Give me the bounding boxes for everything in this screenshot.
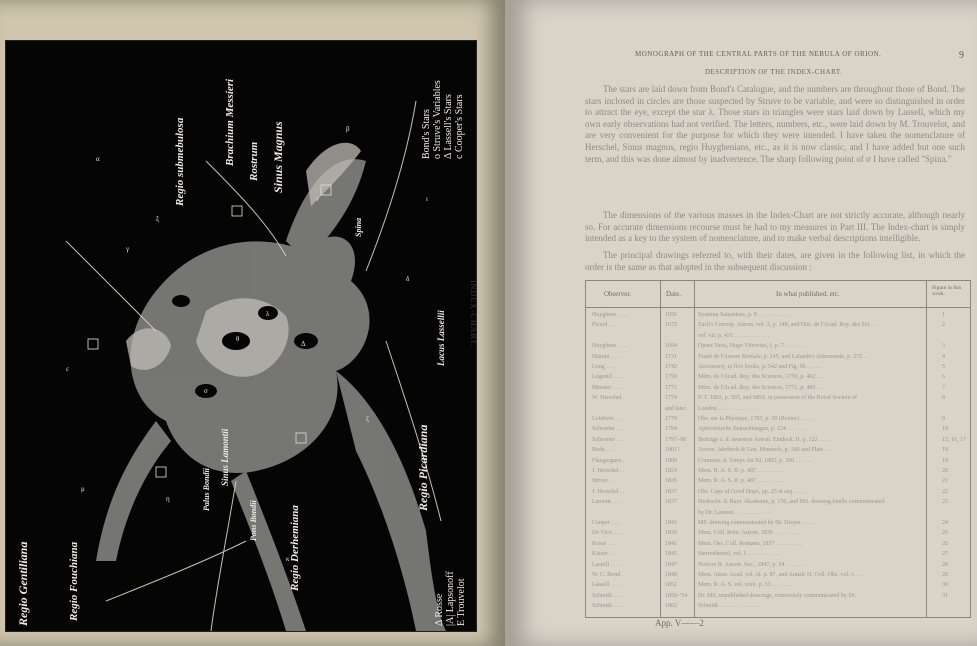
cell-published: London . . . . . . . . . . . . . . [698, 405, 759, 412]
region-label: Regio Gentiliana [16, 541, 30, 626]
cell-date: 1826 [665, 478, 677, 485]
cell-published: Aphoristische Betrachtungen, p. 124 . . . . . . . [698, 426, 807, 433]
cell-observer: Huyghens . . . . [592, 312, 629, 318]
svg-text:κ: κ [286, 555, 290, 563]
table-row [586, 332, 970, 342]
spine-caption: INDEX-CHART. [469, 280, 478, 348]
legend-line: c Cooper's Stars [454, 94, 465, 159]
table-row [586, 581, 970, 591]
cell-published: Mem. R. A. S. II. p. 487 . . . . . . . . . [698, 468, 784, 474]
table-row [586, 477, 970, 487]
cell-date: 1801? [665, 447, 680, 454]
legend-line: |A| Lapsonoff [445, 571, 456, 626]
cell-date: 1794 [665, 426, 677, 433]
cell-figure: 1 [942, 312, 945, 318]
cell-figure: 19 [942, 457, 948, 464]
cell-date: 1847 [665, 561, 677, 568]
region-label: Spina [354, 217, 363, 237]
table-row [586, 467, 970, 477]
cell-figure: 6 [942, 374, 945, 381]
cell-figure: 20 [942, 468, 948, 474]
table-row [586, 446, 970, 456]
cell-published: Dr. MS. unpublished drawings, courteously communicated by Dr. [698, 592, 856, 599]
table-row [586, 436, 970, 446]
table-row [586, 363, 970, 373]
region-label: Sinus Lamontii [220, 428, 230, 486]
cell-observer: Schroeter . . . [592, 426, 624, 433]
cell-figure: 27 [942, 551, 948, 558]
legend-line: E Trouvelot [456, 578, 467, 626]
cell-published: P. T. 1802, p. 503, and MSS. in possession of the Royal Society of [698, 395, 857, 402]
cell-figure: 29 [942, 572, 948, 578]
header-published: In what published, etc. [776, 290, 840, 298]
cell-date: 1837 [665, 488, 677, 495]
cell-published: Mém. de l'Acad. Roy. des Sciences, 1771, p. 460 . . . . [698, 384, 828, 391]
cell-figure: 7 [942, 384, 945, 391]
cell-figure: 3 [942, 343, 945, 350]
cell-published: Obs. sur la Physique, 1783, p. 30 (Rozier) . . . . . . [698, 416, 817, 422]
cell-figure: 28 [942, 561, 948, 568]
table-row [586, 509, 970, 519]
table-row [586, 457, 970, 467]
running-head: MONOGRAPH OF THE CENTRAL PARTS OF THE NEBULA OF ORION. [635, 50, 882, 58]
cell-published: Astronomy, in five books, p. 542 and Fig. 96 . . . . . [698, 364, 821, 370]
cell-date: 1824 [665, 468, 677, 474]
cell-published: Opera Varia, Hugo Vitruvius, I, p. 7 . . . . . . . [698, 343, 805, 350]
table-row [586, 571, 970, 581]
table-row [586, 540, 970, 550]
cell-date: 1694 [665, 343, 677, 350]
svg-text:μ: μ [81, 485, 85, 493]
region-label: Sinus Magnus [271, 121, 285, 193]
cell-figure: 26 [942, 540, 948, 547]
cell-figure: 9 [942, 416, 945, 422]
cell-observer: Legentil . . . . [592, 374, 624, 381]
cell-published: Systema Saturnium, p. 8 . . . . . . . . . . . . [698, 312, 793, 318]
cell-observer: De Vico . . . . [592, 530, 624, 537]
region-label: Palus Bondii [202, 468, 211, 511]
header-figure: Figure in this work. [932, 285, 962, 297]
cell-published: Notices R. Astron. Soc., 1847, p. 54 . . . . . . . [698, 561, 806, 568]
cell-date: 1771 [665, 384, 677, 391]
table-row [586, 394, 970, 404]
table-row [586, 311, 970, 321]
cell-figure: 30 [942, 582, 948, 589]
cell-observer: W. C. Bond . . [592, 572, 627, 578]
cell-figure: 18 [942, 447, 948, 454]
svg-text:η: η [166, 495, 170, 503]
cell-figure: 8 [942, 395, 945, 402]
svg-text:σ: σ [204, 387, 208, 395]
header-observer: Observer. [604, 290, 632, 298]
cell-figure: 24 [942, 520, 948, 526]
header-date: Date. [666, 290, 681, 298]
svg-text:ζ: ζ [366, 415, 369, 423]
cell-date: and later. [665, 405, 687, 412]
table-row [586, 321, 970, 331]
cell-published: Mém. de l'Acad. Roy. des Sciences, 1759, p. 462 . . . . [698, 374, 828, 381]
svg-text:β: β [346, 125, 350, 133]
cell-date: 1673 [665, 322, 677, 329]
svg-text:Δ: Δ [301, 340, 306, 348]
table-row [586, 342, 970, 352]
cell-published: Astron. Jahrbuch & Gen. Himmels, p. 186 and Plate . . . [698, 447, 833, 454]
cell-published: vol. vii. p. 431 . . . . . . . . . . . . [698, 332, 770, 339]
cell-observer: Flaugergues . . [592, 457, 628, 464]
cell-figure: 5 [942, 364, 945, 370]
cell-figure: 15, 16, 17 [942, 436, 966, 443]
table-row [586, 550, 970, 560]
table-row [586, 561, 970, 571]
svg-text:ξ: ξ [156, 215, 160, 223]
cell-observer: W. Herschel . . [592, 395, 628, 402]
cell-published: Mem. Amer. Acad. vol. iii. p. 87, and Annals H. Coll. Obs. vol. v. . . [698, 572, 862, 578]
svg-text:θ: θ [236, 335, 240, 343]
cell-date: 1797–98 [665, 436, 686, 443]
cell-published: Mem. Coll. Rom. Astron. 1839 . . . . . . . . . [698, 530, 800, 537]
cell-figure: 31 [942, 592, 948, 599]
signature-mark: App. V——2 [655, 618, 704, 628]
cell-date: 1742 [665, 364, 677, 370]
svg-text:α: α [96, 155, 100, 163]
region-label: Rostrum [248, 141, 260, 181]
cell-figure: 10 [942, 426, 948, 433]
cell-observer: Schmidt . . . . [592, 603, 625, 610]
cell-figure: 2 [942, 322, 945, 329]
cell-published: Beiträge z. d. neuesten Astron. Entdeck. II. p. 122 . . . . [698, 436, 830, 443]
cell-date: 1731 [665, 353, 677, 360]
cell-figure: 25 [942, 530, 948, 537]
cell-published: by Dr. Lamont . . . . . . . . . . . . . [698, 509, 773, 516]
index-chart-plate [5, 40, 477, 632]
region-label: Regio submebulosa [174, 117, 186, 206]
cell-published: Obs. Cape of Good Hope, pp. 25 et seq. . . . . . . [698, 488, 812, 495]
cell-observer: Lamont . . . . [592, 499, 623, 506]
page-number: 9 [959, 50, 964, 61]
cell-date: 1862 [665, 603, 677, 610]
table-row [586, 415, 970, 425]
paragraph: The principal drawings referred to, with their dates, are given in the following list, in which the order is the same as that adopted in the subsequent discussion : [585, 250, 965, 272]
legend-line: o Struve's Variables [432, 80, 443, 159]
svg-text:ι: ι [426, 195, 428, 203]
cell-observer: Lefebvre . . . . [592, 416, 626, 422]
drawings-table [585, 280, 971, 618]
table-row [586, 592, 970, 602]
region-label: Regio Fouchiana [68, 541, 80, 621]
table-row [586, 602, 970, 612]
cell-published: Connaiss. d. Temps An XI, 1802, p. 360 . . . . . . [698, 457, 813, 464]
svg-text:γ: γ [126, 245, 130, 253]
paragraph: The stars are laid down from Bond's Catalogue, and the numbers are throughout those of Bond. The stars inclosed in circles are those suspected by Struve to be variable, and were so distinguished in order to attract the eye, except the star λ. Those stars in triangles were stars laid down by Lassell, which my own early observations had not verified. The letters, numbers, etc., were laid down by M. Trouvelot, and are very convenient for the purpose for which they were intended. I have taken the nomenclature of Herschel, Sinus magnus, regio Huyghenians, etc., as it is now classic, and I have added but one such term, and this was done almost by inadvertence. The sharp following point of σ I have called "Spina." [585, 84, 965, 164]
cell-date: 1774 [665, 395, 677, 402]
cell-published: Mem. R. A. S. II. p. 487 . . . . . . . . . [698, 478, 784, 485]
table-header [586, 281, 970, 308]
cell-date: 1839 [665, 530, 677, 537]
cell-figure: 23 [942, 499, 948, 506]
cell-observer: Mairan . . . . [592, 353, 622, 360]
region-label: Brachium Messieri [224, 78, 236, 166]
region-label: Regio Picardiana [416, 424, 430, 511]
table-row [586, 488, 970, 498]
cell-observer: Rosse . . . . [592, 540, 619, 547]
cell-date: 1837 [665, 499, 677, 506]
cell-observer: J. Herschel . . [592, 488, 625, 495]
table-row [586, 384, 970, 394]
cell-observer: Struve . . . . [592, 478, 620, 485]
cell-date: 1841 [665, 520, 677, 526]
cell-figure: 4 [942, 353, 945, 360]
cell-observer: Picard . . . . [592, 322, 620, 329]
section-heading: DESCRIPTION OF THE INDEX-CHART. [705, 68, 843, 76]
cell-observer: Cooper . . . . [592, 520, 622, 526]
star-legend [421, 80, 465, 159]
cell-observer: Long . . . . [592, 364, 617, 370]
svg-text:δ: δ [406, 275, 410, 283]
cell-date: 1800 [665, 457, 677, 464]
cell-published: Sterrenhemel, vol. I. . . . . . . . . . . . [698, 551, 781, 558]
svg-text:ε: ε [66, 365, 69, 373]
table-row [586, 353, 970, 363]
cell-date: 1848 [665, 572, 677, 578]
cell-published: Schmidt . . . . . . . . . . . . . . . [698, 603, 764, 610]
table-row [586, 405, 970, 415]
cell-published: Traité de l'Aurore Boréale, p. 245, and Lalande's Astronomie, p. 272 . . [698, 353, 869, 360]
cell-figure: 22 [942, 488, 948, 495]
cell-published: Mem. R. A. S. vol. xxiii. p. 53 . . . . . . . . [698, 582, 795, 589]
svg-text:ν: ν [316, 195, 320, 203]
legend-line: Δ Rosse [434, 593, 445, 626]
cell-date: 1850–'54 [665, 592, 688, 599]
cell-observer: Huyghens . . . . [592, 343, 629, 350]
legend-line: Δ Lassell's Stars [443, 94, 454, 159]
cell-observer: Bode . . . . [592, 447, 617, 454]
region-label: Pons Bondii [249, 500, 258, 541]
cell-published: Mem. Oss. Coll. Romano, 1837 . . . . . . . . . [698, 540, 802, 547]
cell-date: 1841 [665, 540, 677, 547]
cell-observer: Messier . . . . [592, 384, 623, 391]
cell-date: 1845 [665, 551, 677, 558]
region-label: Lacus Lassellii [436, 310, 446, 366]
cell-date: 1852 [665, 582, 677, 589]
paragraph: The dimensions of the various masses in the Index-Chart are not strictly accurate, although nearly so. For accurate dimensions recourse must be had to my measures in Part III. The Index-chart is simply intended as a key to the system of nomenclature, and to make verbal descriptions intelligible. [585, 210, 965, 244]
cell-published: Denkschr. d. Bayr. Akademie, p. 150, and MS. drawing kindly communicated [698, 499, 885, 506]
cell-observer: Lassell . . . . [592, 582, 621, 589]
table-row [586, 373, 970, 383]
right-page [505, 0, 977, 646]
region-label: Regio Derhemiana [289, 505, 301, 591]
cell-published: Zach's Corresp. Astron. vol. 3, p. 148, and Hist. de l'Acad. Roy. des Sci. . . [698, 322, 877, 329]
cell-date: 1779 [665, 416, 677, 422]
observer-legend [434, 571, 467, 626]
cell-figure: 21 [942, 478, 948, 485]
svg-text:λ: λ [266, 310, 270, 318]
table-row [586, 529, 970, 539]
table-row [586, 498, 970, 508]
cell-observer: Schmidt . . . . [592, 592, 625, 599]
table-row [586, 425, 970, 435]
legend-line: Bond's Stars [421, 109, 432, 159]
cell-date: 1758 [665, 374, 677, 381]
cell-observer: Lassell . . . . [592, 561, 621, 568]
cell-observer: J. Herschel . . [592, 468, 625, 474]
cell-observer: Kaiser . . . . [592, 551, 620, 558]
cell-date: 1656 [665, 312, 677, 318]
cell-observer: Schroeter . . . [592, 436, 624, 443]
table-row [586, 519, 970, 529]
cell-published: MS. drawing communicated by Dr. Dreyer . . . . . [698, 520, 816, 526]
